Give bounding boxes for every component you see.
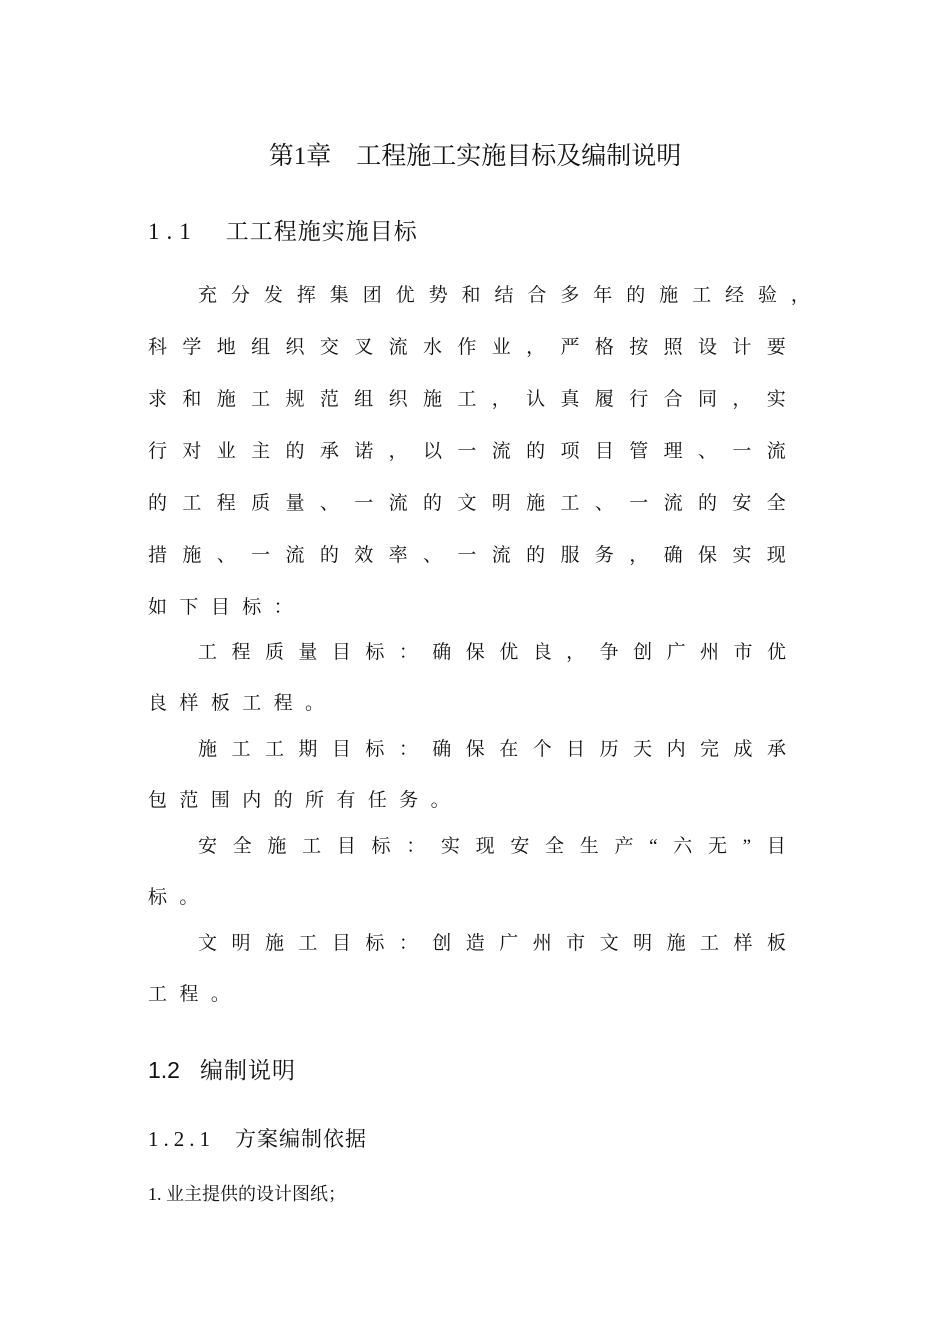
chapter-title: 第1章 工程施工实施目标及编制说明 xyxy=(268,143,682,170)
goal-line-continued: 包 范 围 内 的 所 有 任 务 。 xyxy=(148,790,450,811)
paragraph-line: 行 对 业 主 的 承 诺 ， 以 一 流 的 项 目 管 理 、 一 流 xyxy=(148,441,786,462)
goal-line-continued: 良 样 板 工 程 。 xyxy=(148,693,325,714)
goal-line-continued: 标 。 xyxy=(148,887,199,908)
paragraph-line: 充 分 发 挥 集 团 优 势 和 结 合 多 年 的 施 工 经 验 ， xyxy=(198,285,810,306)
goal-line: 施 工 工 期 目 标 ： 确 保 在 个 日 历 天 内 完 成 承 xyxy=(198,739,786,760)
section-1-2-heading xyxy=(148,1052,296,1085)
goal-line-continued: 工 程 。 xyxy=(148,984,230,1005)
section-1-1-number: 1.1 xyxy=(148,219,198,244)
section-1-1-title: 工工程施实施目标 xyxy=(225,219,418,244)
goal-line: 文 明 施 工 目 标 ： 创 造 广 州 市 文 明 施 工 样 板 xyxy=(198,933,786,954)
section-1-1-heading xyxy=(148,213,418,246)
section-1-2-title: 编制说明 xyxy=(199,1058,296,1083)
paragraph-line: 的 工 程 质 量 、 一 流 的 文 明 施 工 、 一 流 的 安 全 xyxy=(148,493,786,514)
section-1-2-1-title: 方案编制依据 xyxy=(235,1127,367,1151)
basis-list-item: 1. 业主提供的设计图纸； xyxy=(148,1184,346,1204)
section-1-2-1-heading xyxy=(148,1123,367,1153)
goal-line: 安 全 施 工 目 标 ： 实 现 安 全 生 产 “ 六 无 ” 目 xyxy=(198,836,786,857)
paragraph-line: 措 施 、 一 流 的 效 率 、 一 流 的 服 务 ， 确 保 实 现 xyxy=(148,545,786,566)
goal-line: 工 程 质 量 目 标 ： 确 保 优 良 ， 争 创 广 州 市 优 xyxy=(198,642,786,663)
paragraph-line: 科 学 地 组 织 交 叉 流 水 作 业 ， 严 格 按 照 设 计 要 xyxy=(148,337,786,358)
section-1-2-1-number: 1.2.1 xyxy=(148,1127,215,1151)
paragraph-line: 如 下 目 标 ： xyxy=(148,597,293,618)
section-1-2-number: 1.2 xyxy=(148,1057,180,1083)
paragraph-line: 求 和 施 工 规 范 组 织 施 工 ， 认 真 履 行 合 同 ， 实 xyxy=(148,389,786,410)
